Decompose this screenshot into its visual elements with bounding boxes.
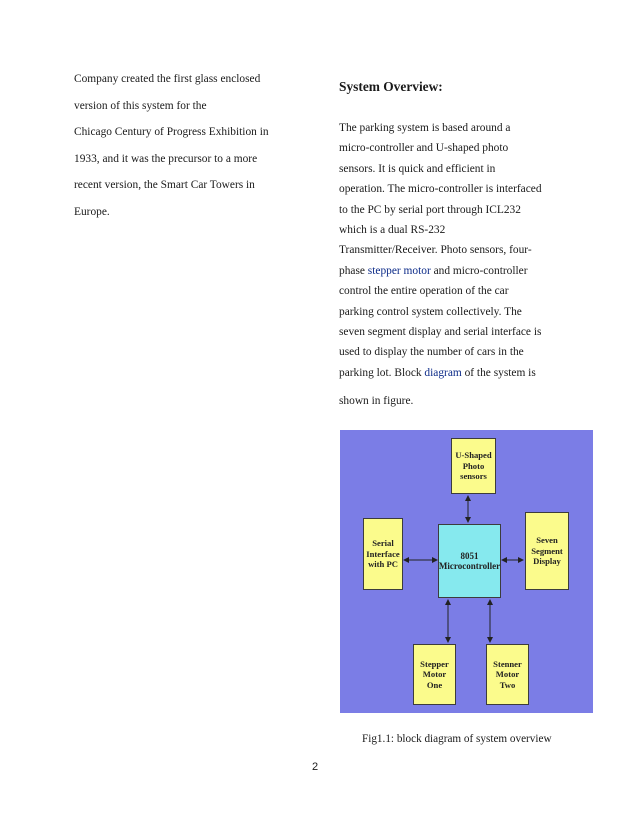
block-label: Serial	[372, 538, 394, 549]
paragraph-line: micro-controller and U-shaped photo	[339, 142, 509, 155]
text-fragment: of the system is	[461, 366, 536, 379]
left-line: 1933, and it was the precursor to a more	[74, 152, 258, 165]
left-line: Chicago Century of Progress Exhibition in	[74, 126, 269, 138]
block-label: Display	[533, 556, 561, 567]
left-line: Company created the first glass enclosed	[74, 73, 261, 85]
page-number: 2	[312, 761, 319, 773]
block-label: One	[426, 679, 443, 690]
block-label: Segment	[531, 545, 563, 556]
figure-caption: Fig1.1: block diagram of system overview	[362, 733, 552, 745]
seven-segment-display-block	[525, 512, 569, 590]
paragraph-line: parking control system collectively. The	[339, 305, 522, 318]
block-label: Seven	[536, 535, 558, 546]
text-fragment: parking lot. Block	[339, 366, 425, 379]
serial-interface-block	[363, 518, 403, 590]
block-label: sensors	[460, 471, 487, 482]
left-line: recent version, the Smart Car Towers in	[74, 179, 255, 191]
block-label: Two	[499, 679, 516, 690]
left-column-text	[74, 66, 300, 225]
paragraph-line: to the PC by serial port through ICL232	[339, 203, 521, 216]
paragraph-line: control the entire operation of the car	[339, 285, 509, 298]
paragraph-line: which is a dual RS-232	[339, 224, 446, 237]
stepper-motor-link[interactable]: stepper motor	[367, 264, 431, 277]
block-label: Microcontroller	[438, 561, 501, 571]
left-line: Europe.	[74, 205, 110, 218]
right-column	[339, 78, 575, 412]
block-diagram-figure	[340, 430, 593, 713]
section-heading: System Overview:	[339, 79, 443, 94]
block-label: U-Shaped	[455, 450, 492, 461]
paragraph-line: sensors. It is quick and efficient in	[339, 162, 496, 175]
block-label: Stepper	[420, 658, 449, 669]
microcontroller-block	[438, 524, 501, 598]
text-fragment: phase	[339, 264, 368, 277]
stepper-motor-one-block	[413, 644, 456, 705]
block-label: with PC	[368, 559, 398, 570]
paragraph-line: The parking system is based around a	[339, 122, 511, 134]
paragraph-line: shown in figure.	[339, 395, 414, 408]
paragraph-line: used to display the number of cars in the	[339, 346, 524, 359]
block-label: Interface	[366, 548, 400, 559]
paragraph-line: seven segment display and serial interface is	[339, 326, 542, 339]
paragraph-line-diagram	[339, 363, 575, 383]
block-label: Stenner	[493, 658, 522, 669]
block-label: Motor	[422, 669, 447, 680]
diagram-link[interactable]: diagram	[424, 366, 462, 379]
text-fragment: and micro-controller	[430, 264, 528, 277]
photo-sensors-block	[451, 438, 496, 494]
block-label: 8051	[460, 550, 479, 561]
block-label: Motor	[495, 669, 520, 680]
left-line: version of this system for the	[74, 99, 207, 112]
block-label: Photo	[462, 460, 485, 471]
stepper-motor-two-block	[486, 644, 529, 705]
paragraph-line: Transmitter/Receiver. Photo sensors, four-	[339, 244, 532, 257]
paragraph-line-stepper	[339, 261, 575, 281]
paragraph-line: operation. The micro-controller is interfaced	[339, 183, 542, 196]
system-overview-paragraph	[339, 118, 575, 412]
